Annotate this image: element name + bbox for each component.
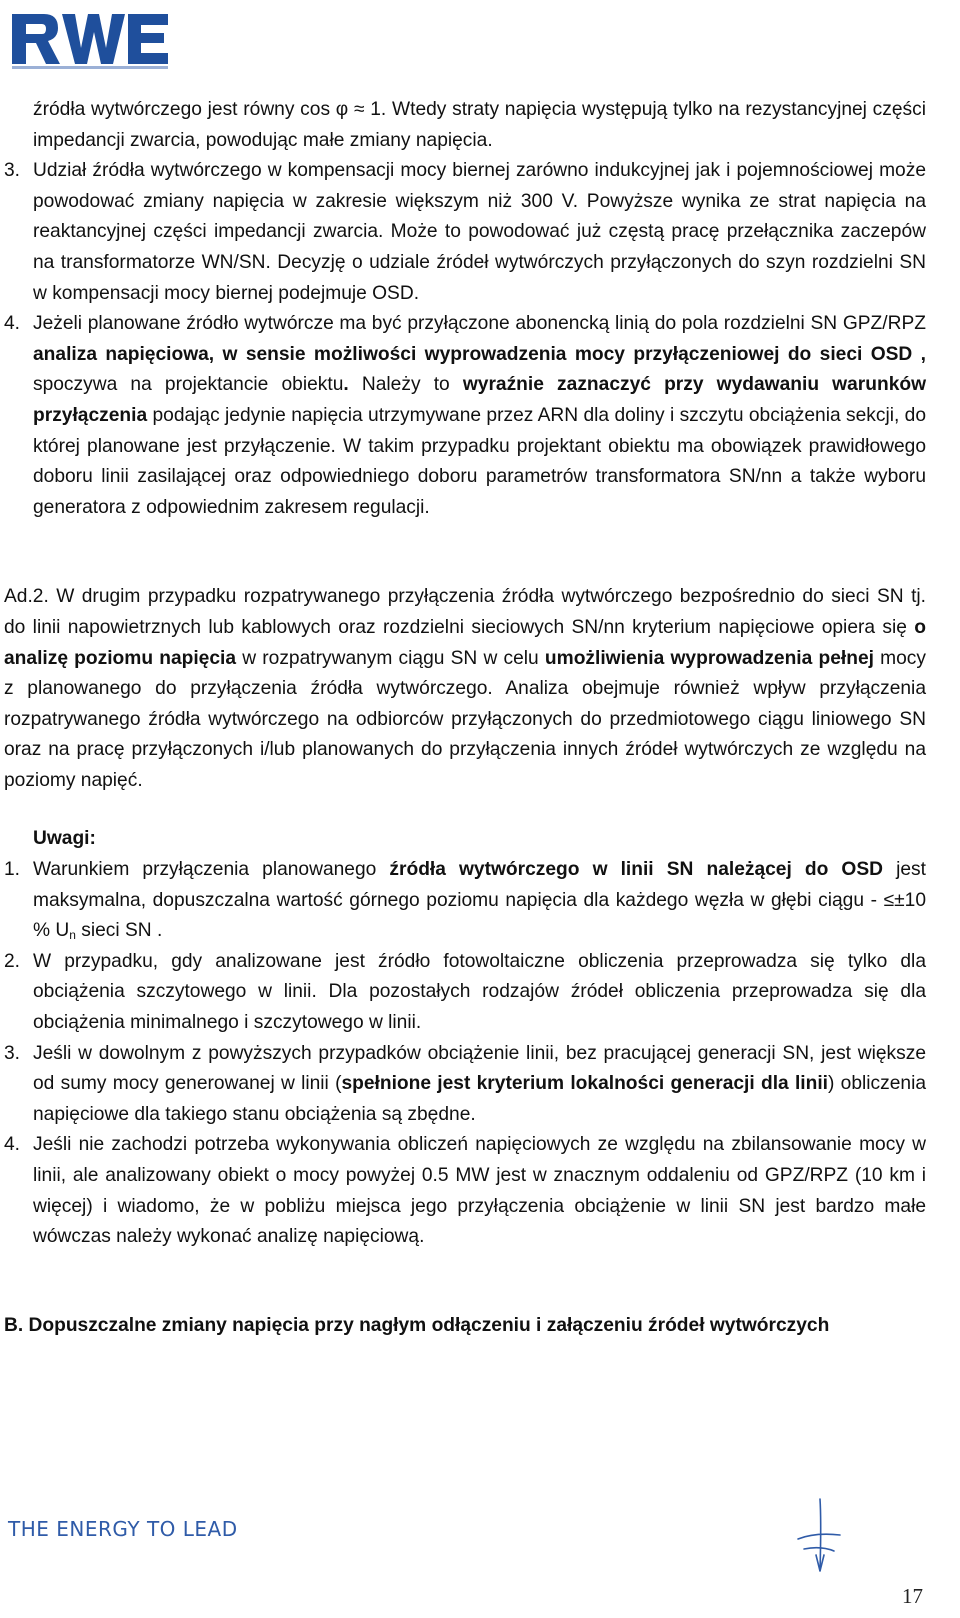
footer-signature-mark	[790, 1495, 850, 1575]
text-run: sieci SN .	[75, 920, 163, 942]
text-run: Należy to	[348, 374, 463, 396]
list-item-4	[0, 309, 960, 523]
paragraph-intro	[0, 95, 960, 156]
section-b-heading: B. Dopuszczalne zmiany napięcia przy nagłym odłączeniu i załączeniu źródeł wytwórczych	[4, 1314, 830, 1336]
text-run: umożliwienia wyprowadzenia pełnej	[544, 647, 874, 669]
text-run: Jeśli nie zachodzi potrzeba wykonywania obliczeń napięciowych ze względu na zbilansowanie mocy w linii, ale analizowany obiekt o mocy powyżej 0.5 MW jest w znacznym oddaleniu od GPZ/RPZ (10 km i więcej) i wiadomo, że w pobliżu miejsca jego przyłączenia obciążenie w linii SN jest bardzo małe wówczas należy wykonać analizę napięciową.	[33, 1134, 926, 1248]
text-run: n	[69, 928, 76, 943]
list-number: 3.	[4, 1042, 21, 1064]
text-run: o analizę poziomu napięcia	[4, 616, 926, 669]
text-run: źródła wytwórczego jest równy cos φ ≈ 1. Wtedy straty napięcia występują tylko na rezystancyjnej części impedancji zwarcia, powodując małe zmiany napięcia.	[33, 99, 926, 151]
text-run: w rozpatrywanym ciągu SN w celu	[236, 647, 545, 669]
uwagi-heading: Uwagi:	[33, 828, 96, 850]
text-run: wyraźnie zaznaczyć przy wydawaniu warunków przyłączenia	[33, 374, 927, 426]
text-run: Ad.2. W drugim przypadku rozpatrywanego przyłączenia źródła wytwórczego bezpośrednio do sieci SN tj. do linii napowietrznych lub kablowych oraz rozdzielni sieciowych SN/nn kryterium napięciowe opiera się	[4, 586, 926, 638]
remark-3	[0, 1039, 960, 1131]
text-run: Jeśli w dowolnym z powyższych przypadków obciążenie linii, bez pracującej generacji SN, jest większe od sumy mocy generowanej w linii (	[33, 1042, 926, 1095]
text-run: Udział źródła wytwórczego w kompensacji mocy biernej zarówno indukcyjnej jak i pojemnościowej może powodować zmiany napięcia w zakresie większym niż 300 V. Powyższe wynika ze strat napięcia na reaktancyjnej części impedancji zwarcia. Może to powodować już częstą pracę przełącznika zaczepów na transformatorze WN/SN. Decyzję o udziale źródeł wytwórczych przyłączonych do szyn rozdzielni SN w kompensacji mocy biernej podejmuje OSD.	[33, 160, 926, 304]
list-number: 4.	[4, 313, 21, 335]
list-number: 1.	[4, 859, 21, 881]
list-number: 4.	[4, 1134, 21, 1156]
text-run: jest maksymalna, dopuszczalna wartość górnego poziomu napięcia dla każdego węzła w głębi ciągu - ≤±10 % U	[33, 859, 926, 942]
text-run: Warunkiem przyłączenia planowanego	[33, 859, 390, 881]
text-run: spoczywa na projektancie obiektu	[33, 374, 344, 396]
list-number: 3.	[4, 160, 21, 182]
list-item-3	[0, 156, 960, 309]
text-run: podając jedynie napięcia utrzymywane przez ARN dla doliny i szczytu obciążenia sekcji, do której planowane jest przyłączenie. W takim przypadku projektant obiektu ma obowiązek prawidłowego doboru linii zasilającej oraz odpowiedniego doboru parametrów transformatora SN/nn a także wyboru generatora z odpowiednim zakresem regulacji.	[33, 404, 926, 518]
document-body	[0, 95, 960, 1339]
footer-slogan: THE ENERGY TO LEAD	[8, 1517, 238, 1541]
text-run: źródła wytwórczego w linii SN należącej do OSD	[389, 859, 884, 881]
text-run: Jeżeli planowane źródło wytwórcze ma być przyłączone abonencką linią do pola rozdzielni SN GPZ/RPZ	[33, 313, 926, 335]
remark-1	[0, 855, 960, 947]
text-run: mocy z planowanego do przyłączenia źródła wytwórczego. Analiza obejmuje również wpływ przyłączenia rozpatrywanego źródła wytwórczego na odbiorców przyłączonych do przedmiotowego ciągu liniowego SN oraz na pracę przyłączonych i/lub planowanych do przyłączenia innych źródeł wytwórczych ze względu na poziomy napięć.	[4, 647, 926, 791]
text-run: .	[343, 374, 349, 396]
text-run: spełnione jest kryterium lokalności generacji dla linii	[341, 1073, 829, 1095]
text-run: analiza napięciowa, w sensie możliwości wyprowadzenia mocy przyłączeniowej do sieci OSD ,	[33, 343, 926, 365]
text-run: ) obliczenia napięciowe dla takiego stanu obciążenia są zbędne.	[33, 1073, 927, 1125]
remark-4	[0, 1130, 960, 1252]
remark-2	[0, 947, 960, 1039]
paragraph-ad2	[0, 582, 960, 796]
page-number: 17	[902, 1584, 923, 1608]
rwe-logo	[10, 8, 170, 70]
list-number: 2.	[4, 950, 21, 972]
text-run: W przypadku, gdy analizowane jest źródło fotowoltaiczne obliczenia przeprowadza się tylko dla obciążenia szczytowego w linii. Dla pozostałych rodzajów źródeł obliczenia przeprowadza się dla obciążenia minimalnego i szczytowego w linii.	[33, 950, 926, 1034]
